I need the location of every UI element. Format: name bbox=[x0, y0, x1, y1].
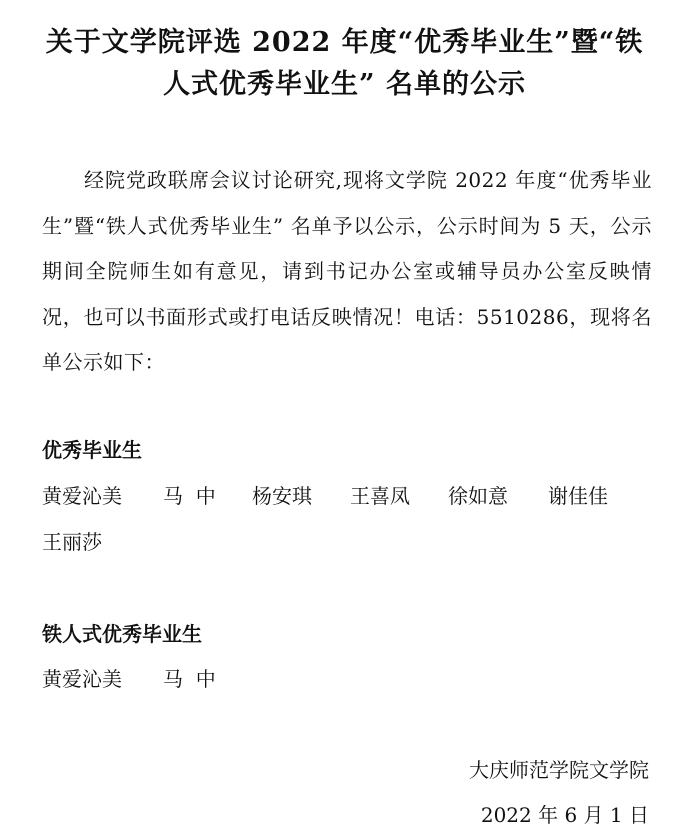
graduate-name: 王喜凤 bbox=[350, 484, 410, 508]
graduate-name: 徐如意 bbox=[448, 484, 508, 508]
graduate-name: 谢佳佳 bbox=[548, 484, 608, 508]
graduate-name: 王丽莎 bbox=[42, 530, 102, 554]
section-heading-iron-man-graduates: 铁人式优秀毕业生 bbox=[42, 622, 202, 646]
graduate-name: 马 中 bbox=[163, 667, 216, 691]
graduate-name: 杨安琪 bbox=[252, 484, 312, 508]
graduate-name: 马 中 bbox=[163, 484, 216, 508]
document-title-line-1: 关于文学院评选 2022 年度“优秀毕业生”暨“铁 bbox=[45, 27, 644, 58]
graduate-name: 黄爱沁美 bbox=[42, 484, 122, 508]
announcement-paragraph: 经院党政联席会议讨论研究,现将文学院 2022 年度“优秀毕业生”暨“铁人式优秀毕业生” 名单予以公示，公示时间为 5 天，公示期间全院师生如有意见，请到书记办公室或辅导员办公室反映情况，也可以书面形式或打电话反映情况！电话：5510286，现将名单公示如下： bbox=[42, 168, 652, 374]
document-title-line-2: 人式优秀毕业生” 名单的公示 bbox=[163, 69, 526, 100]
graduate-name: 黄爱沁美 bbox=[42, 667, 122, 691]
signature-organization: 大庆师范学院文学院 bbox=[469, 758, 649, 782]
signature-date: 2022 年 6 月 1 日 bbox=[480, 803, 649, 827]
section-heading-outstanding-graduates: 优秀毕业生 bbox=[42, 438, 142, 462]
